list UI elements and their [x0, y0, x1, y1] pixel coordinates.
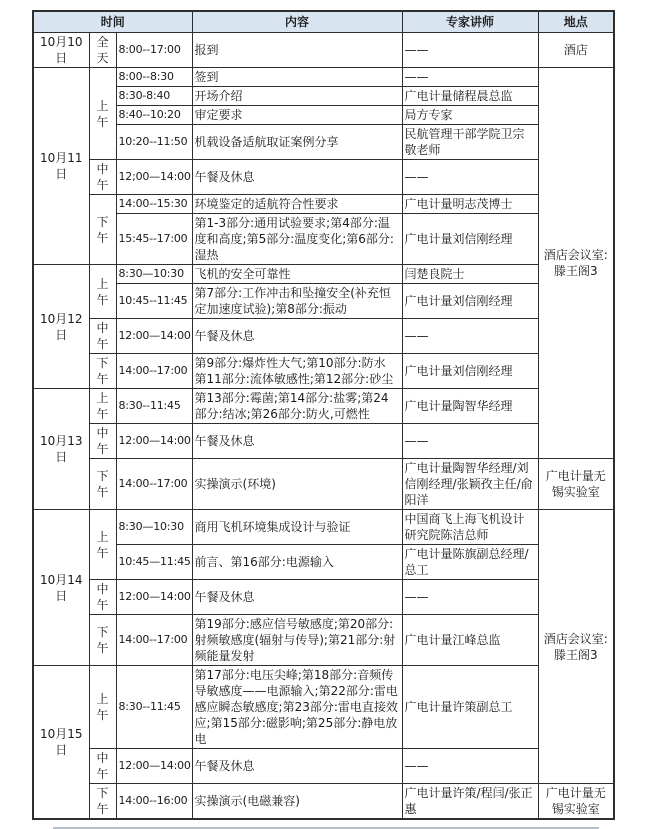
location-cell: 酒店会议室:滕王阁3 [538, 510, 614, 784]
time-cell: 14:00--17:00 [116, 615, 192, 666]
location-cell: 酒店会议室:滕王阁3 [538, 68, 614, 459]
content-cell: 签到 [192, 68, 402, 87]
period-cell: 下午 [89, 195, 116, 265]
table-row [33, 580, 614, 615]
time-cell: 14:00--15:30 [116, 195, 192, 214]
time-cell: 12:00—14:00 [116, 319, 192, 354]
content-cell: 午餐及休息 [192, 749, 402, 784]
col-header-content: 内容 [192, 11, 402, 33]
lecturer-cell: 广电计量明志茂博士 [402, 195, 538, 214]
date-cell: 10月13日 [33, 389, 89, 510]
lecturer-cell: —— [402, 33, 538, 68]
content-cell: 第1-3部分:通用试验要求;第4部分:温度和高度;第5部分:温度变化;第6部分:湿热 [192, 214, 402, 265]
content-cell: 飞机的安全可靠性 [192, 265, 402, 284]
lecturer-cell: 局方专家 [402, 106, 538, 125]
table-row [33, 784, 614, 820]
table-row [33, 319, 614, 354]
period-cell: 上午 [89, 666, 116, 749]
content-cell: 报到 [192, 33, 402, 68]
content-cell: 前言、第16部分:电源输入 [192, 545, 402, 580]
lecturer-cell: 广电计量许策副总工 [402, 666, 538, 749]
time-cell: 8:40--10:20 [116, 106, 192, 125]
date-cell: 10月15日 [33, 666, 89, 820]
table-row [33, 106, 614, 125]
time-cell: 8:00--8:30 [116, 68, 192, 87]
content-cell: 机载设备适航取证案例分享 [192, 125, 402, 160]
lecturer-cell: —— [402, 68, 538, 87]
table-row [33, 160, 614, 195]
period-cell: 中午 [89, 749, 116, 784]
lecturer-cell: 广电计量陈旗副总经理/总工 [402, 545, 538, 580]
lecturer-cell: 广电计量储程晨总监 [402, 87, 538, 106]
time-cell: 12:00—14:00 [116, 749, 192, 784]
content-cell: 实操演示(环境) [192, 459, 402, 510]
time-cell: 10:45--11:45 [116, 284, 192, 319]
content-cell: 商用飞机环境集成设计与验证 [192, 510, 402, 545]
table-row [33, 33, 614, 68]
time-cell: 14:00--17:00 [116, 354, 192, 389]
lecturer-cell: —— [402, 749, 538, 784]
time-cell: 8:00--17:00 [116, 33, 192, 68]
period-cell: 下午 [89, 784, 116, 820]
lecturer-cell: 广电计量陶智华经理/刘信刚经理/张颖孜主任/俞阳洋 [402, 459, 538, 510]
table-row [33, 424, 614, 459]
lecturer-cell: 民航管理干部学院卫宗敬老师 [402, 125, 538, 160]
table-row [33, 545, 614, 580]
table-row [33, 354, 614, 389]
schedule-page [0, 10, 650, 816]
location-cell: 酒店 [538, 33, 614, 68]
location-cell: 广电计量无锡实验室 [538, 784, 614, 820]
table-row [33, 265, 614, 284]
period-cell: 中午 [89, 319, 116, 354]
time-cell: 14:00--16:00 [116, 784, 192, 820]
period-cell: 中午 [89, 580, 116, 615]
time-cell: 14:00--17:00 [116, 459, 192, 510]
content-cell: 午餐及休息 [192, 319, 402, 354]
period-cell: 上午 [89, 510, 116, 580]
time-cell: 10:20--11:50 [116, 125, 192, 160]
lecturer-cell: 中国商飞上海飞机设计研究院陈洁总师 [402, 510, 538, 545]
time-cell: 12:00—14:00 [116, 424, 192, 459]
lecturer-cell: 闫楚良院士 [402, 265, 538, 284]
content-cell: 第17部分:电压尖峰;第18部分:音频传导敏感度——电源输入;第22部分:雷电感应瞬态敏感度;第23部分:雷电直接效应;第15部分:磁影响;第25部分:静电放电 [192, 666, 402, 749]
content-cell: 开场介绍 [192, 87, 402, 106]
date-cell: 10月12日 [33, 265, 89, 389]
period-cell: 上午 [89, 389, 116, 424]
period-cell: 全天 [89, 33, 116, 68]
time-cell: 15:45--17:00 [116, 214, 192, 265]
table-row [33, 510, 614, 545]
period-cell: 中午 [89, 160, 116, 195]
table-row [33, 666, 614, 749]
time-cell: 12;00—14:00 [116, 160, 192, 195]
date-cell: 10月11日 [33, 68, 89, 265]
date-cell: 10月14日 [33, 510, 89, 666]
content-cell: 审定要求 [192, 106, 402, 125]
lecturer-cell: 广电计量刘信刚经理 [402, 284, 538, 319]
period-cell: 下午 [89, 615, 116, 666]
lecturer-cell: 广电计量许策/程闫/张正惠 [402, 784, 538, 820]
header-row [33, 11, 614, 33]
col-header-time: 时间 [33, 11, 192, 33]
table-row [33, 195, 614, 214]
time-cell: 8:30—10:30 [116, 265, 192, 284]
content-cell: 午餐及休息 [192, 160, 402, 195]
lecturer-cell: —— [402, 424, 538, 459]
lecturer-cell: 广电计量刘信刚经理 [402, 214, 538, 265]
table-row [33, 615, 614, 666]
period-cell: 下午 [89, 354, 116, 389]
lecturer-cell: 广电计量刘信刚经理 [402, 354, 538, 389]
period-cell: 上午 [89, 265, 116, 319]
table-row [33, 68, 614, 87]
period-cell: 下午 [89, 459, 116, 510]
lecturer-cell: —— [402, 580, 538, 615]
col-header-lecturer: 专家讲师 [402, 11, 538, 33]
content-cell: 实操演示(电磁兼容) [192, 784, 402, 820]
content-cell: 午餐及休息 [192, 580, 402, 615]
content-cell: 环境鉴定的适航符合性要求 [192, 195, 402, 214]
table-row [33, 284, 614, 319]
table-row [33, 459, 614, 510]
lecturer-cell: 广电计量江峰总监 [402, 615, 538, 666]
location-cell: 广电计量无锡实验室 [538, 459, 614, 510]
table-row [33, 214, 614, 265]
table-row [33, 389, 614, 424]
period-cell: 中午 [89, 424, 116, 459]
time-cell: 8:30-8:40 [116, 87, 192, 106]
lecturer-cell: —— [402, 160, 538, 195]
date-cell: 10月10日 [33, 33, 89, 68]
content-cell: 第7部分:工作冲击和坠撞安全(补充恒定加速度试验);第8部分:振动 [192, 284, 402, 319]
time-cell: 8:30--11:45 [116, 666, 192, 749]
time-cell: 8:30--11:45 [116, 389, 192, 424]
lecturer-cell: —— [402, 319, 538, 354]
content-cell: 第19部分:感应信号敏感度;第20部分:射频敏感度(辐射与传导);第21部分:射频能量发射 [192, 615, 402, 666]
table-row [33, 749, 614, 784]
time-cell: 12:00—14:00 [116, 580, 192, 615]
content-cell: 第13部分:霉菌;第14部分:盐雾;第24部分:结冰;第26部分:防火,可燃性 [192, 389, 402, 424]
schedule-table [32, 10, 615, 820]
time-cell: 10:45—11:45 [116, 545, 192, 580]
content-cell: 午餐及休息 [192, 424, 402, 459]
table-row [33, 125, 614, 160]
table-row [33, 87, 614, 106]
content-cell: 第9部分:爆炸性大气;第10部分:防水 第11部分:流体敏感性;第12部分:砂尘 [192, 354, 402, 389]
period-cell: 上午 [89, 68, 116, 160]
time-cell: 8:30—10:30 [116, 510, 192, 545]
lecturer-cell: 广电计量陶智华经理 [402, 389, 538, 424]
col-header-location: 地点 [538, 11, 614, 33]
